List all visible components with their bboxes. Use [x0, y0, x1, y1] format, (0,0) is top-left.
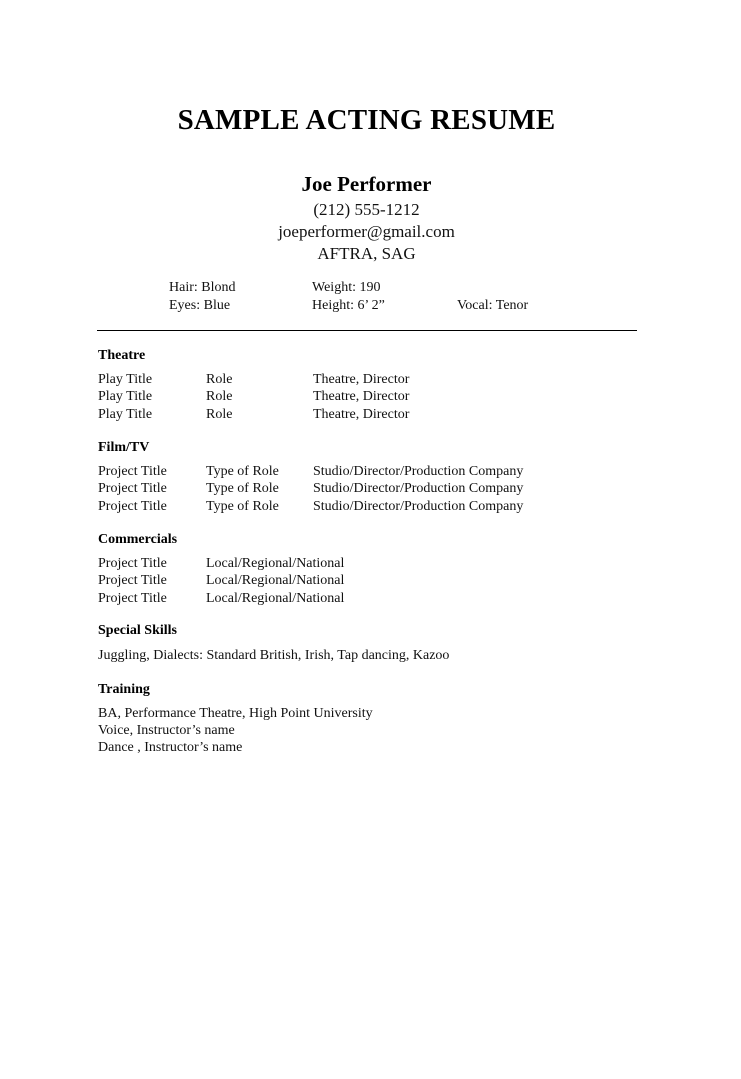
section-heading-commercials: Commercials [98, 532, 178, 547]
section-heading-special-skills: Special Skills [98, 623, 177, 638]
credit-title: Project Title [98, 591, 167, 606]
theatre-row [98, 372, 658, 390]
credit-company: Studio/Director/Production Company [313, 464, 524, 479]
stat-vocal: Vocal: Tenor [457, 298, 529, 313]
stat-weight: Weight: 190 [312, 280, 381, 295]
credit-title: Play Title [98, 372, 153, 387]
page-title: SAMPLE ACTING RESUME [177, 104, 556, 136]
film-tv-row [98, 481, 658, 499]
training-line: Voice, Instructor’s name [98, 723, 235, 738]
credit-title: Project Title [98, 499, 167, 514]
credit-company: Studio/Director/Production Company [313, 499, 524, 514]
credit-title: Play Title [98, 389, 153, 404]
credit-role: Role [206, 372, 233, 387]
section-heading-training: Training [98, 682, 150, 697]
credit-title: Project Title [98, 556, 167, 571]
stat-eyes: Eyes: Blue [169, 298, 231, 313]
union-affiliations: AFTRA, SAG [317, 244, 416, 263]
credit-venue: Theatre, Director [313, 389, 410, 404]
phone-number: (212) 555-1212 [313, 200, 420, 219]
credit-role: Role [206, 407, 233, 422]
email-address: joeperformer@gmail.com [278, 222, 455, 241]
theatre-row [98, 389, 658, 407]
commercials-row [98, 556, 658, 574]
credit-title: Play Title [98, 407, 153, 422]
commercials-row [98, 591, 658, 609]
credit-role: Role [206, 389, 233, 404]
performer-name: Joe Performer [301, 172, 432, 196]
credit-role: Type of Role [206, 499, 279, 514]
credit-title: Project Title [98, 464, 167, 479]
theatre-row [98, 407, 658, 425]
credit-company: Studio/Director/Production Company [313, 481, 524, 496]
section-heading-film-tv: Film/TV [98, 440, 150, 455]
special-skills-text: Juggling, Dialects: Standard British, Irish, Tap dancing, Kazoo [98, 648, 450, 663]
training-line: Dance , Instructor’s name [98, 740, 243, 755]
credit-market: Local/Regional/National [206, 573, 345, 588]
section-heading-theatre: Theatre [98, 348, 146, 363]
credit-role: Type of Role [206, 481, 279, 496]
credit-venue: Theatre, Director [313, 372, 410, 387]
film-tv-row [98, 464, 658, 482]
credit-market: Local/Regional/National [206, 591, 345, 606]
credit-role: Type of Role [206, 464, 279, 479]
credit-market: Local/Regional/National [206, 556, 345, 571]
training-line: BA, Performance Theatre, High Point University [98, 706, 373, 721]
commercials-row [98, 573, 658, 591]
credit-venue: Theatre, Director [313, 407, 410, 422]
stat-height: Height: 6’ 2” [312, 298, 385, 313]
header-divider [97, 330, 637, 331]
film-tv-row [98, 499, 658, 517]
credit-title: Project Title [98, 573, 167, 588]
stat-hair: Hair: Blond [169, 280, 236, 295]
credit-title: Project Title [98, 481, 167, 496]
